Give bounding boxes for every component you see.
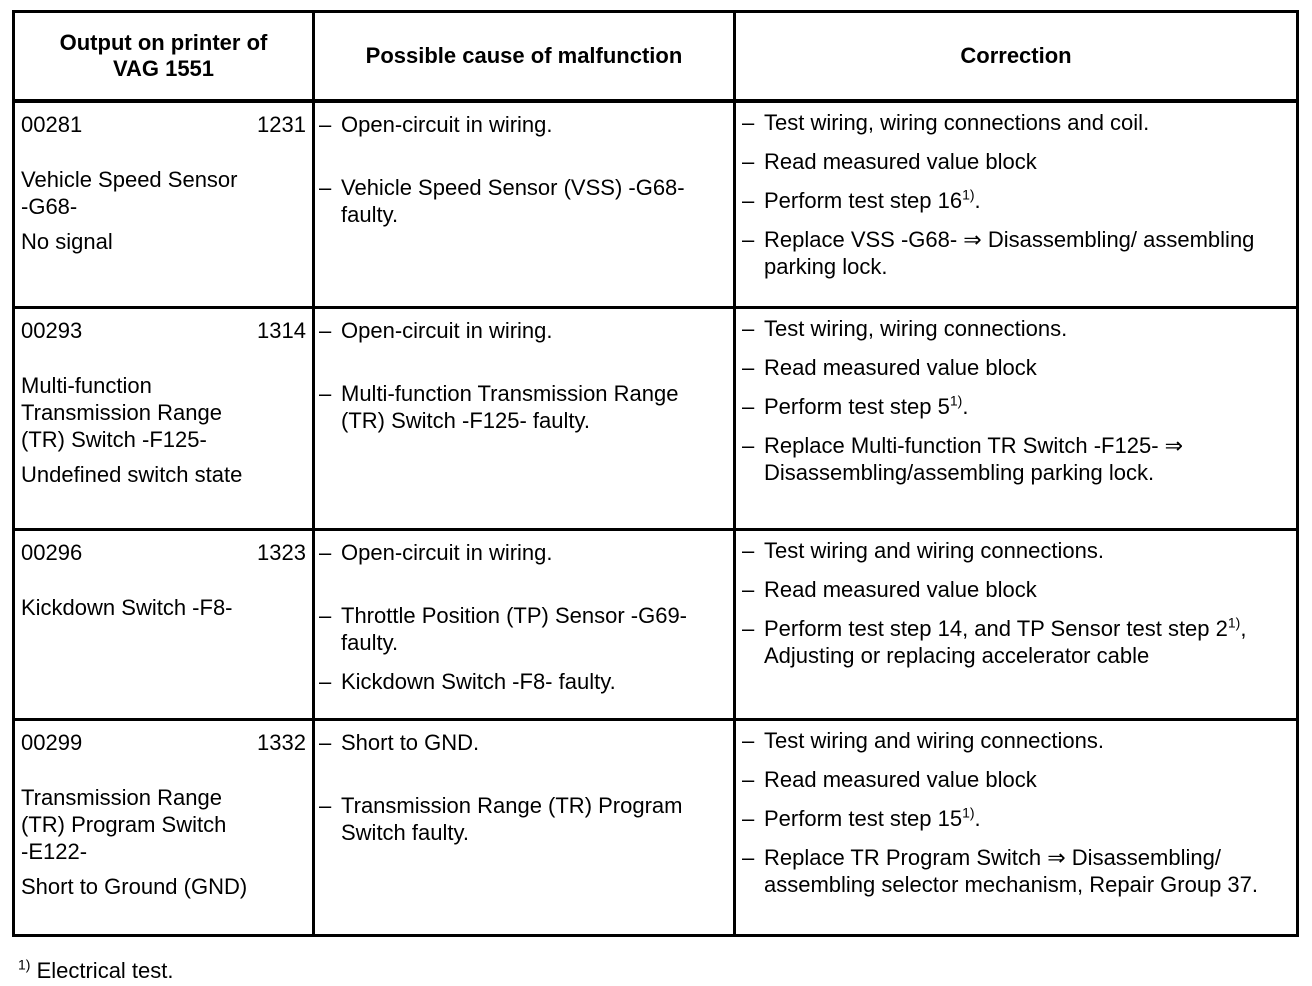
correction-text-group xyxy=(764,148,1290,175)
fault-code: 00296 xyxy=(21,539,83,565)
correction-item xyxy=(742,226,1290,280)
list-dash: – xyxy=(742,805,755,831)
footnote-reference: 1) xyxy=(962,804,975,821)
list-dash: – xyxy=(742,766,755,792)
correction-text-suffix: . xyxy=(974,805,981,831)
correction-text-group xyxy=(764,805,1290,832)
output-cell xyxy=(14,307,314,529)
cause-cell xyxy=(314,719,735,935)
correction-item xyxy=(742,315,1290,342)
fault-code-line xyxy=(21,111,306,138)
fault-code-table xyxy=(12,10,1299,937)
list-dash: – xyxy=(319,317,332,343)
list-dash: – xyxy=(319,668,332,694)
correction-item xyxy=(742,766,1290,793)
list-dash: – xyxy=(742,149,755,174)
correction-text: Perform test step 15 xyxy=(764,805,963,831)
description-line: Transmission Range xyxy=(21,399,222,425)
table-row xyxy=(14,719,1298,935)
correction-item xyxy=(742,432,1290,486)
cause-item xyxy=(319,174,727,228)
list-dash: – xyxy=(742,727,755,753)
fault-subcode: 1332 xyxy=(257,729,306,755)
list-dash: – xyxy=(319,380,332,406)
correction-text-suffix: . xyxy=(974,188,981,213)
fault-code-line xyxy=(21,729,306,756)
cause-item xyxy=(319,539,727,566)
correction-text-group xyxy=(764,393,1290,420)
fault-code-line xyxy=(21,539,306,566)
list-dash: – xyxy=(742,432,755,458)
list-dash: – xyxy=(319,602,332,628)
list-dash: – xyxy=(742,110,755,135)
component-description xyxy=(21,784,306,865)
list-dash: – xyxy=(742,227,755,252)
correction-text-group xyxy=(764,315,1290,342)
correction-cell xyxy=(735,307,1298,529)
cause-text: Short to GND. xyxy=(341,729,480,755)
correction-text-group xyxy=(764,615,1290,669)
list-dash: – xyxy=(742,615,755,641)
cause-text: Open-circuit in wiring. xyxy=(341,317,553,343)
list-dash: – xyxy=(742,393,755,419)
table-body xyxy=(14,101,1298,935)
description-line: Kickdown Switch -F8- xyxy=(21,594,233,620)
correction-text-suffix: . xyxy=(962,393,969,419)
correction-text-group xyxy=(764,844,1290,898)
list-dash: – xyxy=(319,792,332,818)
footnote-reference: 1) xyxy=(962,186,975,203)
correction-item xyxy=(742,354,1290,381)
correction-text: Perform test step 16 xyxy=(764,188,963,213)
correction-text: Read measured value block xyxy=(764,149,1037,174)
cause-text: Multi-function Transmission Range (TR) Switch -F125- faulty. xyxy=(341,380,679,433)
correction-item xyxy=(742,393,1290,420)
cause-cell xyxy=(314,101,735,307)
list-dash: – xyxy=(742,354,755,380)
correction-text-group xyxy=(764,537,1290,564)
correction-item xyxy=(742,148,1290,175)
table-row xyxy=(14,307,1298,529)
correction-text: Read measured value block xyxy=(764,766,1037,792)
fault-status: Undefined switch state xyxy=(21,461,243,487)
output-cell xyxy=(14,719,314,935)
cause-text: Kickdown Switch -F8- faulty. xyxy=(341,668,616,694)
correction-text-suffix: , Adjusting or replacing accelerator cable xyxy=(764,615,1247,668)
correction-text: Replace TR Program Switch ⇒ Disassembling/ assembling selector mechanism, Repair Group 37. xyxy=(764,844,1259,897)
cause-text: Open-circuit in wiring. xyxy=(341,539,553,565)
description-line: -G68- xyxy=(21,194,78,219)
fault-subcode: 1323 xyxy=(257,539,306,565)
cause-text: Open-circuit in wiring. xyxy=(341,112,553,137)
correction-text-group xyxy=(764,187,1290,214)
correction-text: Test wiring, wiring connections. xyxy=(764,315,1068,341)
correction-text: Read measured value block xyxy=(764,354,1037,380)
fault-subcode: 1314 xyxy=(257,317,306,343)
footnote-mark: 1) xyxy=(18,956,31,973)
fault-status: Short to Ground (GND) xyxy=(21,873,248,899)
list-dash: – xyxy=(742,315,755,341)
correction-item xyxy=(742,844,1290,898)
description-line: Transmission Range xyxy=(21,784,222,810)
correction-item xyxy=(742,615,1290,669)
correction-cell xyxy=(735,719,1298,935)
list-dash: – xyxy=(742,188,755,213)
header-possible-cause: Possible cause of malfunction xyxy=(314,12,735,102)
correction-text-group xyxy=(764,354,1290,381)
fault-code-line xyxy=(21,317,306,344)
description-line: (TR) Program Switch xyxy=(21,811,227,837)
cause-text: Throttle Position (TP) Sensor -G69- faulty. xyxy=(341,602,688,655)
component-description xyxy=(21,372,306,453)
correction-item xyxy=(742,727,1290,754)
correction-text-group xyxy=(764,576,1290,603)
description-line: -E122- xyxy=(21,838,88,864)
list-dash: – xyxy=(319,112,332,137)
correction-text: Replace VSS -G68- ⇒ Disassembling/ assembling parking lock. xyxy=(764,227,1255,279)
correction-text-group xyxy=(764,432,1290,486)
footnote xyxy=(18,958,174,984)
component-description xyxy=(21,166,306,220)
cause-item xyxy=(319,317,727,344)
list-dash: – xyxy=(319,539,332,565)
fault-status: No signal xyxy=(21,229,113,254)
cause-item xyxy=(319,602,727,656)
table-row xyxy=(14,101,1298,307)
description-line: Multi-function xyxy=(21,372,152,398)
correction-text-group xyxy=(764,226,1290,280)
correction-text: Replace Multi-function TR Switch -F125- ⇒ Disassembling/assembling parking lock. xyxy=(764,432,1184,485)
correction-text: Read measured value block xyxy=(764,576,1037,602)
fault-code: 00281 xyxy=(21,112,83,137)
correction-text: Test wiring, wiring connections and coil. xyxy=(764,110,1150,135)
cause-item xyxy=(319,380,727,434)
fault-code: 00293 xyxy=(21,317,83,343)
correction-item xyxy=(742,537,1290,564)
table-row xyxy=(14,529,1298,719)
description-line: (TR) Switch -F125- xyxy=(21,426,207,452)
list-dash: – xyxy=(319,729,332,755)
description-line: Vehicle Speed Sensor xyxy=(21,167,238,192)
correction-cell xyxy=(735,101,1298,307)
cause-item xyxy=(319,111,727,138)
header-output-on-printer: Output on printer of VAG 1551 xyxy=(14,12,314,102)
list-dash: – xyxy=(319,175,332,200)
correction-text: Test wiring and wiring connections. xyxy=(764,727,1104,753)
cause-cell xyxy=(314,529,735,719)
header-correction: Correction xyxy=(735,12,1298,102)
cause-item xyxy=(319,668,727,695)
correction-item xyxy=(742,576,1290,603)
correction-text-group xyxy=(764,727,1290,754)
fault-code: 00299 xyxy=(21,729,83,755)
correction-text: Perform test step 5 xyxy=(764,393,950,419)
correction-item xyxy=(742,805,1290,832)
output-cell xyxy=(14,529,314,719)
cause-text: Transmission Range (TR) Program Switch faulty. xyxy=(341,792,683,845)
list-dash: – xyxy=(742,537,755,563)
fault-subcode: 1231 xyxy=(257,112,306,137)
footnote-reference: 1) xyxy=(1227,614,1241,631)
list-dash: – xyxy=(742,576,755,602)
cause-item xyxy=(319,792,727,846)
cause-item xyxy=(319,729,727,756)
table-header-row xyxy=(14,12,1298,102)
cause-text: Vehicle Speed Sensor (VSS) -G68- faulty. xyxy=(341,175,685,227)
output-cell xyxy=(14,101,314,307)
footnote-text: Electrical test. xyxy=(30,958,174,983)
correction-item xyxy=(742,187,1290,214)
correction-cell xyxy=(735,529,1298,719)
correction-text-group xyxy=(764,766,1290,793)
list-dash: – xyxy=(742,844,755,870)
cause-cell xyxy=(314,307,735,529)
footnote-reference: 1) xyxy=(949,392,963,409)
correction-text: Test wiring and wiring connections. xyxy=(764,537,1104,563)
correction-text-group xyxy=(764,109,1290,136)
correction-item xyxy=(742,109,1290,136)
correction-text: Perform test step 14, and TP Sensor test step 2 xyxy=(764,615,1228,641)
component-description xyxy=(21,594,306,621)
